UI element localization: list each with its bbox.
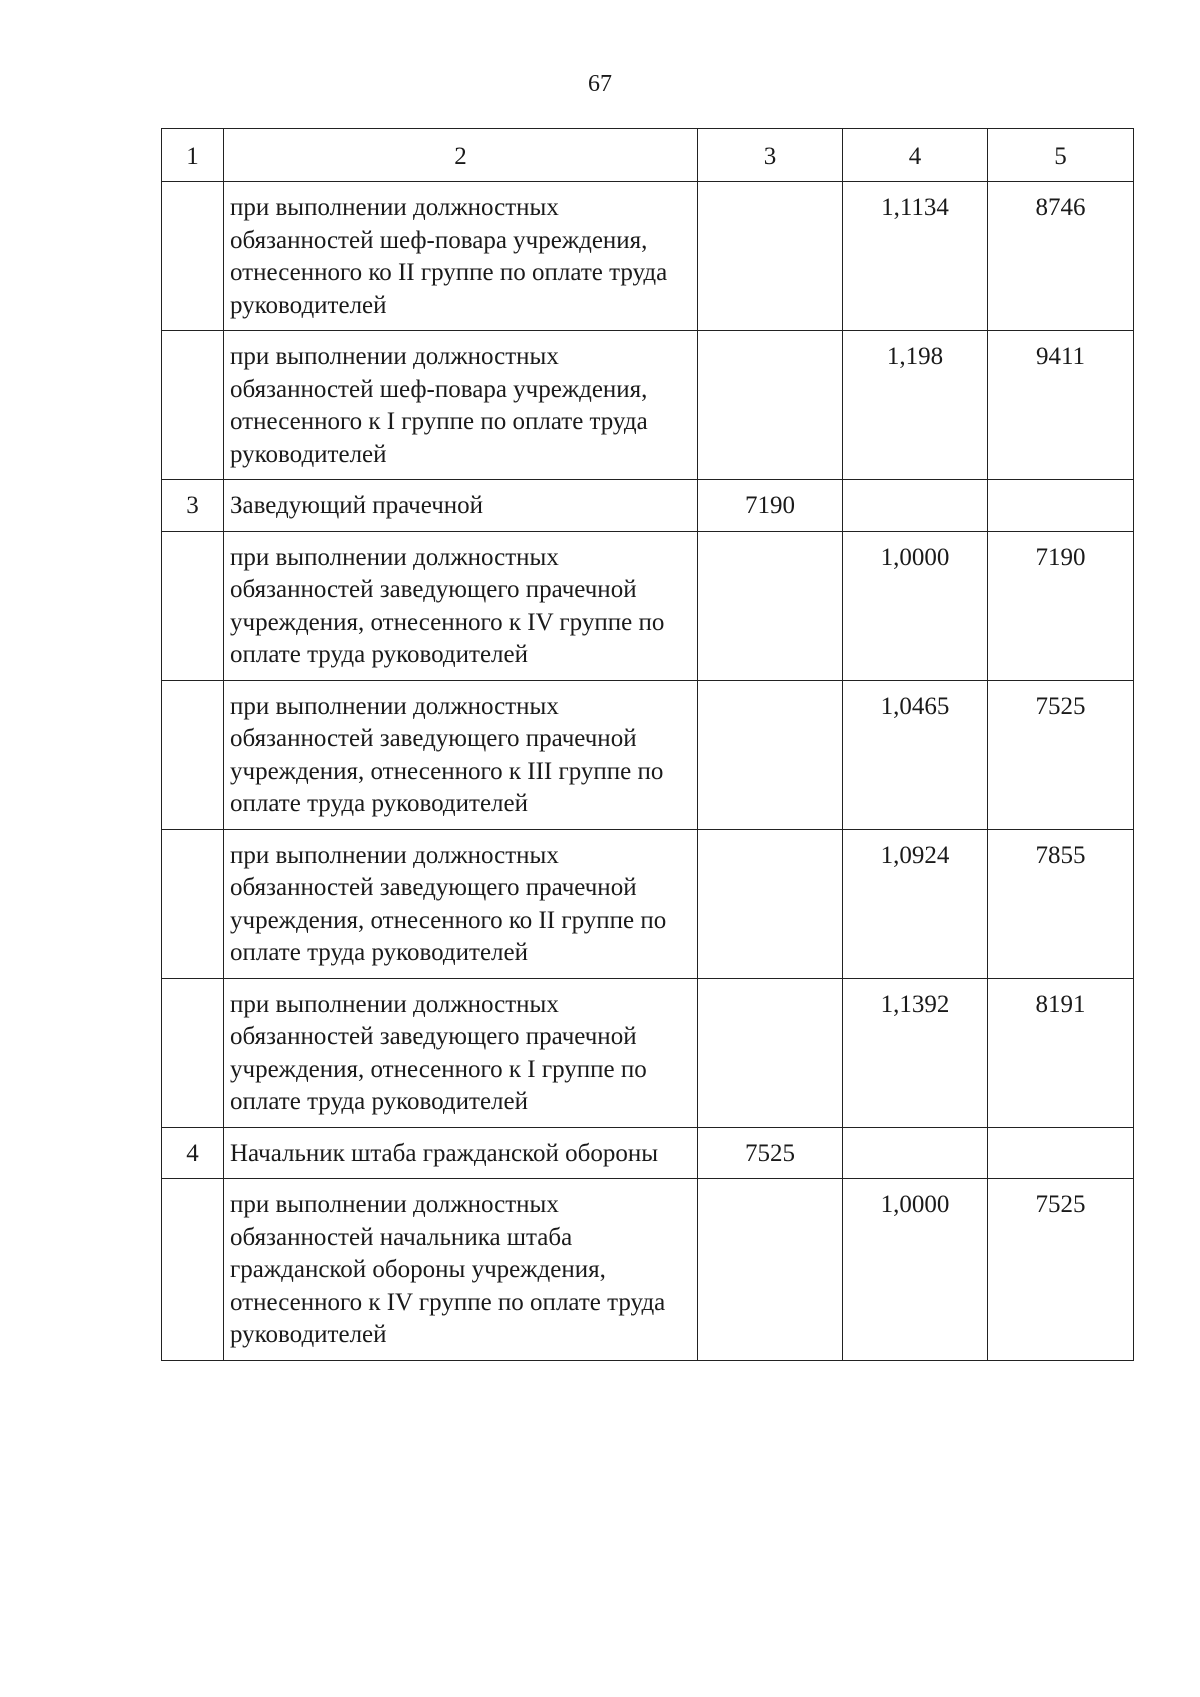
header-cell-3: 3 <box>698 129 843 182</box>
coefficient-cell: 1,0000 <box>843 1179 988 1361</box>
amount-cell: 7855 <box>988 829 1134 978</box>
table-row <box>162 480 1134 532</box>
coefficient-cell <box>843 480 988 532</box>
salary-table <box>161 128 1134 1361</box>
coefficient-cell: 1,0465 <box>843 680 988 829</box>
row-number-cell <box>162 331 224 480</box>
base-salary-cell <box>698 531 843 680</box>
table-row <box>162 680 1134 829</box>
base-salary-cell <box>698 1179 843 1361</box>
header-cell-1: 1 <box>162 129 224 182</box>
position-name-cell: при выполнении должностных обязанностей заведующего прачечной учреждения, отнесенного к III группе по оплате труда руководителей <box>224 680 698 829</box>
amount-cell <box>988 1127 1134 1179</box>
base-salary-cell <box>698 182 843 331</box>
position-name-cell: при выполнении должностных обязанностей заведующего прачечной учреждения, отнесенного ко II группе по оплате труда руководителей <box>224 829 698 978</box>
row-number-cell: 4 <box>162 1127 224 1179</box>
amount-cell: 8191 <box>988 978 1134 1127</box>
row-number-cell <box>162 829 224 978</box>
coefficient-cell <box>843 1127 988 1179</box>
table-row <box>162 829 1134 978</box>
position-name-cell: при выполнении должностных обязанностей шеф-повара учреждения, отнесенного ко II группе по оплате труда руководителей <box>224 182 698 331</box>
header-cell-2: 2 <box>224 129 698 182</box>
table-row <box>162 1179 1134 1361</box>
coefficient-cell: 1,0924 <box>843 829 988 978</box>
table-row <box>162 1127 1134 1179</box>
base-salary-cell <box>698 680 843 829</box>
row-number-cell <box>162 182 224 331</box>
amount-cell <box>988 480 1134 532</box>
table-row <box>162 331 1134 480</box>
row-number-cell <box>162 1179 224 1361</box>
amount-cell: 8746 <box>988 182 1134 331</box>
base-salary-cell <box>698 978 843 1127</box>
amount-cell: 7525 <box>988 1179 1134 1361</box>
coefficient-cell: 1,1134 <box>843 182 988 331</box>
position-name-cell: при выполнении должностных обязанностей заведующего прачечной учреждения, отнесенного к I группе по оплате труда руководителей <box>224 978 698 1127</box>
row-number-cell <box>162 978 224 1127</box>
row-number-cell <box>162 531 224 680</box>
base-salary-cell: 7525 <box>698 1127 843 1179</box>
base-salary-cell: 7190 <box>698 480 843 532</box>
table-row <box>162 978 1134 1127</box>
table-row <box>162 182 1134 331</box>
page-number: 67 <box>588 71 612 97</box>
header-cell-4: 4 <box>843 129 988 182</box>
position-name-cell: Заведующий прачечной <box>224 480 698 532</box>
row-number-cell <box>162 680 224 829</box>
table-header-row <box>162 129 1134 182</box>
amount-cell: 7190 <box>988 531 1134 680</box>
coefficient-cell: 1,0000 <box>843 531 988 680</box>
amount-cell: 7525 <box>988 680 1134 829</box>
table-row <box>162 531 1134 680</box>
coefficient-cell: 1,198 <box>843 331 988 480</box>
position-name-cell: при выполнении должностных обязанностей шеф-повара учреждения, отнесенного к I группе по оплате труда руководителей <box>224 331 698 480</box>
amount-cell: 9411 <box>988 331 1134 480</box>
coefficient-cell: 1,1392 <box>843 978 988 1127</box>
position-name-cell: Начальник штаба гражданской обороны <box>224 1127 698 1179</box>
header-cell-5: 5 <box>988 129 1134 182</box>
position-name-cell: при выполнении должностных обязанностей заведующего прачечной учреждения, отнесенного к IV группе по оплате труда руководителей <box>224 531 698 680</box>
position-name-cell: при выполнении должностных обязанностей начальника штаба гражданской обороны учреждения, отнесенного к IV группе по оплате труда руководителей <box>224 1179 698 1361</box>
base-salary-cell <box>698 331 843 480</box>
base-salary-cell <box>698 829 843 978</box>
row-number-cell: 3 <box>162 480 224 532</box>
